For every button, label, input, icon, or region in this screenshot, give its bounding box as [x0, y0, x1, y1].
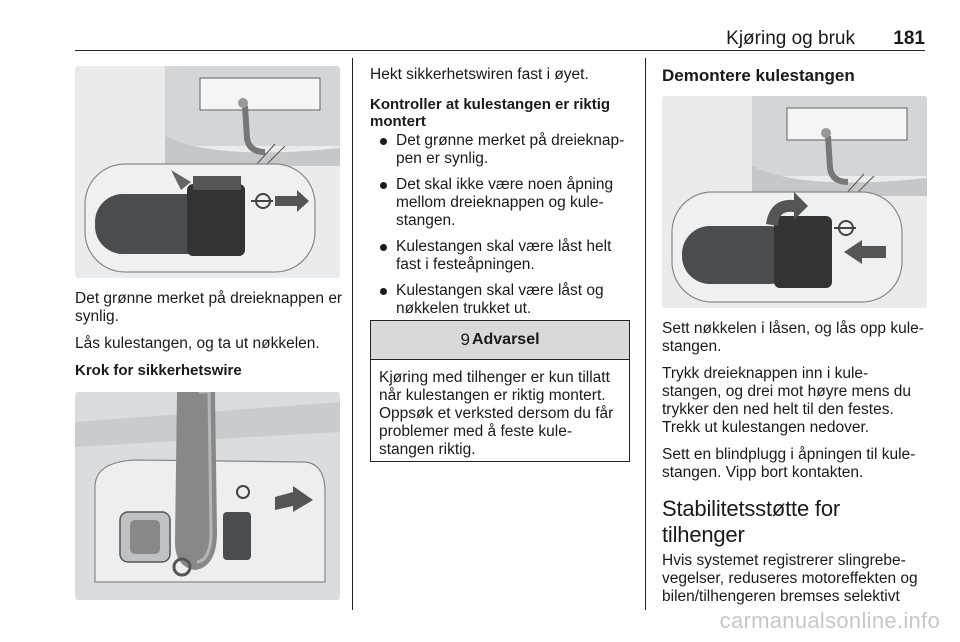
paragraph: Sett en blindplugg i åpningen til kule-stangen. Vipp bort kontakten.: [662, 446, 916, 481]
warning-box: [370, 320, 630, 462]
warning-text: Kjøring med tilhenger er kun tillatt når kulestangen er riktig montert. Oppsøk et verksted dersom du får problemer med å feste kule-stangen riktig.: [379, 369, 614, 458]
column-2-text: [370, 66, 632, 326]
paragraph: Hvis systemet registrerer slingrebe-vegelser, reduseres motoreffekten og bilen/tilhengeren bremses selektivt: [662, 552, 918, 605]
caption-lock: Lås kulestangen, og ta ut nøkkelen.: [75, 335, 320, 352]
column-1-text: [75, 290, 345, 385]
column-divider: [645, 58, 646, 610]
paragraph: Trykk dreieknappen inn i kule-stangen, og drei mot høyre mens du trykker den ned helt til den festes. Trekk ut kulestangen nedover.: [662, 365, 911, 436]
heading-safety-hook: Krok for sikkerhetswire: [75, 362, 242, 379]
list-item: Kulestangen skal være låst helt fast i festeåpningen.: [370, 238, 632, 274]
illustration-safety-hook: [75, 392, 340, 600]
list-item: Det skal ikke være noen åpning mellom dreieknappen og kule-stangen.: [370, 176, 632, 230]
warning-header: [371, 321, 629, 360]
header-title: Kjøring og bruk: [726, 28, 855, 49]
page-number: 181: [893, 28, 925, 49]
heading-check-mounted: Kontroller at kulestangen er riktig montert: [370, 96, 611, 130]
intro-text: Hekt sikkerhetswiren fast i øyet.: [370, 66, 589, 83]
illustration-remove-tow-bar: [662, 96, 927, 308]
checklist: [370, 132, 632, 318]
heading-trailer-stability: Stabilitetsstøtte for tilhenger: [662, 496, 840, 547]
page-header: [75, 28, 925, 51]
list-item: Det grønne merket på dreieknap-pen er synlig.: [370, 132, 632, 168]
heading-remove-tow-bar: Demontere kulestangen: [662, 66, 855, 85]
watermark: carmanualsonline.info: [719, 608, 940, 633]
warning-icon: 9: [460, 330, 470, 349]
column-3-text: [662, 320, 927, 615]
column-3-heading: [662, 66, 927, 94]
column-divider: [352, 58, 353, 610]
list-item: Kulestangen skal være låst og nøkkelen trukket ut.: [370, 282, 632, 318]
illustration-tow-bar-key: [75, 66, 340, 278]
paragraph: Sett nøkkelen i låsen, og lås opp kule-stangen.: [662, 320, 924, 355]
warning-title: Advarsel: [471, 331, 540, 348]
caption-green-mark: Det grønne merket på dreieknappen er synlig.: [75, 290, 343, 325]
